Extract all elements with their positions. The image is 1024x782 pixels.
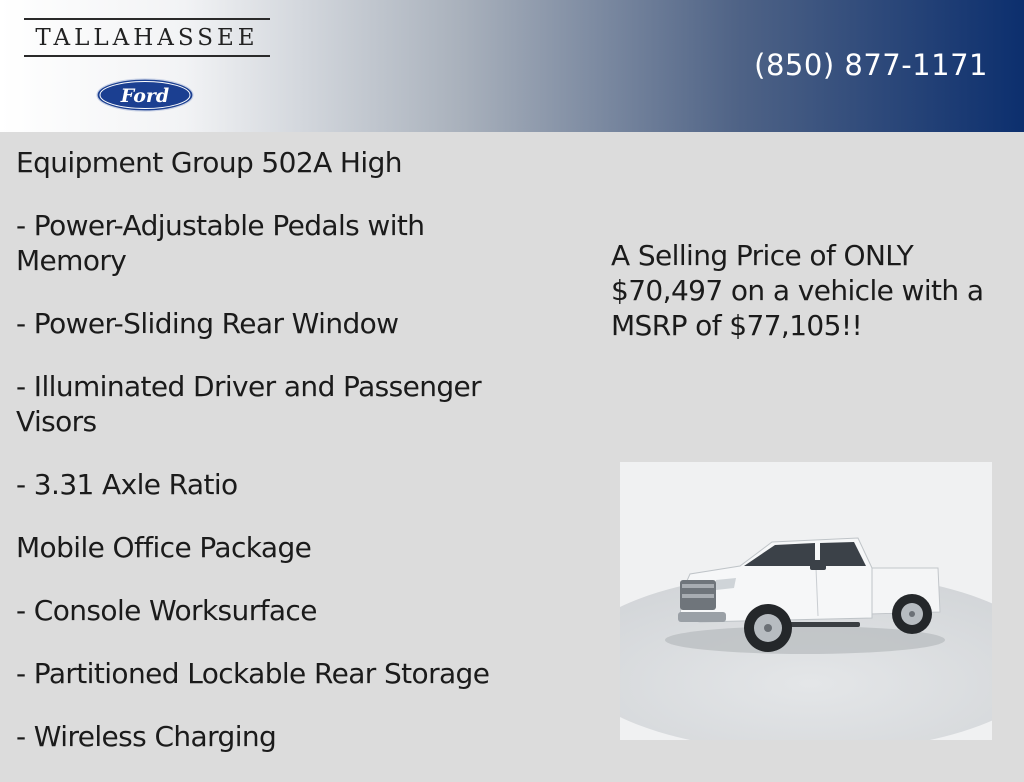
feature-item: - Illuminated Driver and Passenger Visors xyxy=(16,370,482,438)
dealer-logo[interactable] xyxy=(24,18,270,57)
feature-item: - Wireless Charging xyxy=(16,720,277,753)
vehicle-photo[interactable] xyxy=(620,462,992,740)
feature-item: - Console Worksurface xyxy=(16,594,317,627)
feature-item: - 3.31 Axle Ratio xyxy=(16,468,238,501)
phone-number[interactable]: (850) 877-1171 xyxy=(754,48,988,82)
feature-item: - Partitioned Lockable Rear Storage xyxy=(16,657,490,690)
feature-item: Mobile Office Package xyxy=(16,531,312,564)
dealer-header xyxy=(0,0,1024,132)
feature-item: - Power-Adjustable Pedals with Memory xyxy=(16,209,425,277)
pickup-truck-photo-icon xyxy=(620,462,992,740)
feature-item: Equipment Group 502A High xyxy=(16,146,402,179)
dealer-name: TALLAHASSEE xyxy=(35,25,259,51)
ford-logo-text: Ford xyxy=(120,85,170,107)
feature-item: - Power-Sliding Rear Window xyxy=(16,307,399,340)
logo-bottom-rule xyxy=(24,55,270,57)
feature-list xyxy=(16,145,586,782)
ford-logo xyxy=(96,78,194,112)
price-statement: A Selling Price of ONLY $70,497 on a vehicle with a MSRP of $77,105!! xyxy=(611,239,984,342)
